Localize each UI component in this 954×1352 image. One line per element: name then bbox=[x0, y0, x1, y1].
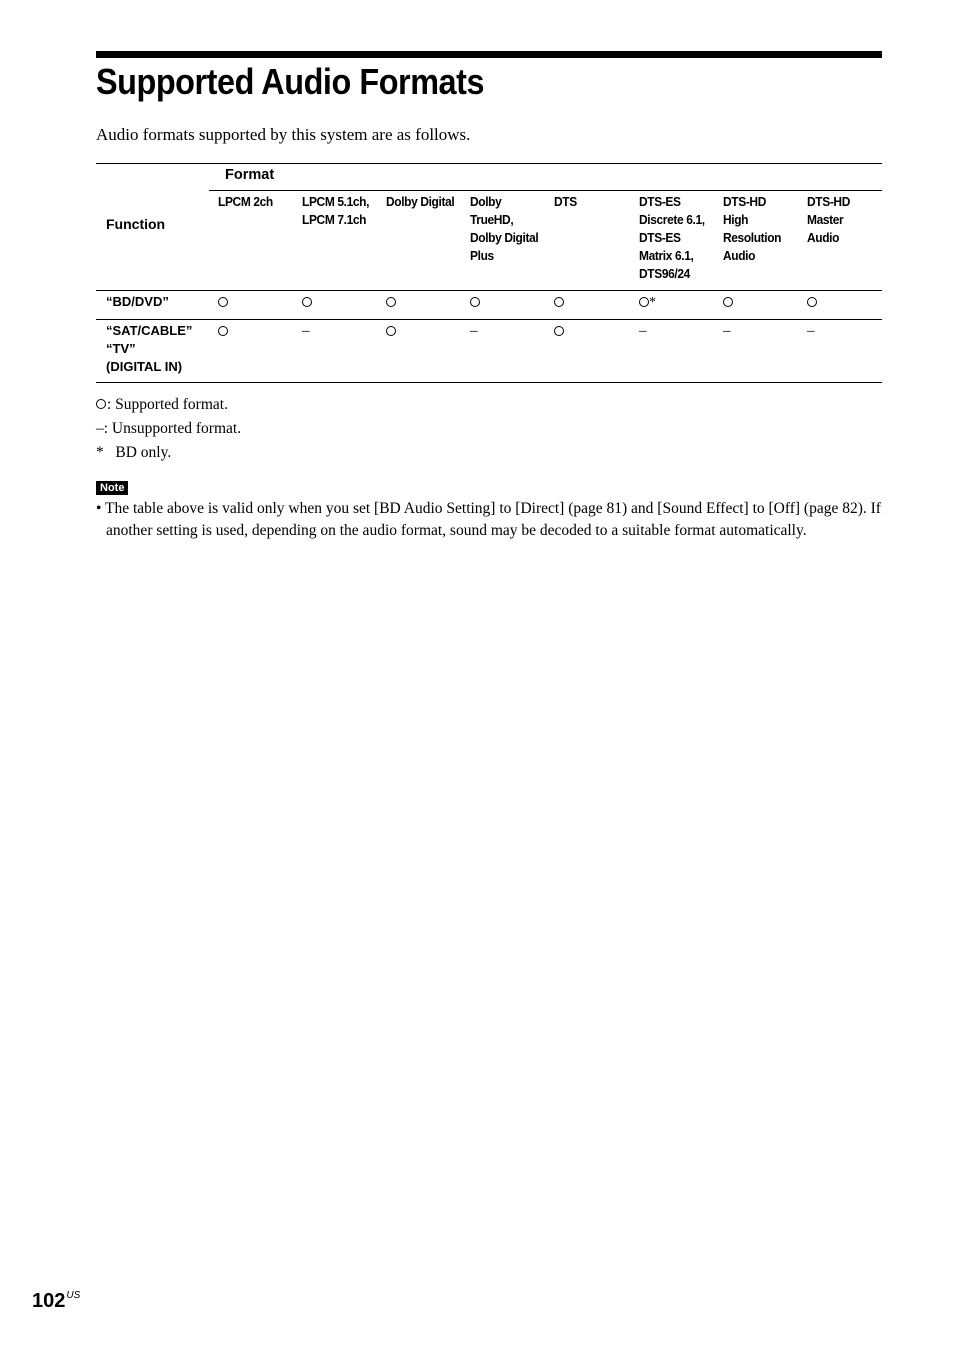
circle-icon bbox=[639, 297, 649, 307]
note-text: • The table above is valid only when you set [BD Audio Setting] to [Direct] (page 81) and [Sound Effect] to [Off] (page 82). If another setting is used, depending on the audio format, sound may be decoded to a suitable format automatically. bbox=[96, 500, 881, 539]
column-header bbox=[639, 193, 716, 283]
unsupported-dash: – bbox=[807, 323, 815, 339]
circle-icon bbox=[302, 297, 312, 307]
column-header-line: DTS-HD bbox=[723, 194, 766, 209]
supported-circle-icon bbox=[386, 293, 396, 311]
supported-circle-icon bbox=[554, 293, 564, 311]
row-function-line: “BD/DVD” bbox=[106, 294, 169, 309]
title-rule bbox=[96, 51, 882, 58]
supported-circle-icon bbox=[386, 322, 396, 340]
column-header-line: Discrete 6.1, bbox=[639, 212, 705, 227]
function-header: Function bbox=[106, 216, 166, 232]
unsupported-dash: – bbox=[302, 323, 310, 339]
column-header-line: Dolby Digital bbox=[470, 230, 539, 245]
column-header bbox=[807, 193, 884, 247]
column-header bbox=[554, 193, 631, 211]
asterisk-mark: * bbox=[649, 295, 656, 310]
page-number-suffix: US bbox=[66, 1290, 81, 1301]
column-header-line: DTS-HD bbox=[807, 194, 850, 209]
column-header-line: TrueHD, bbox=[470, 212, 514, 227]
legend-asterisk: * BD only. bbox=[96, 444, 172, 461]
row-rule bbox=[96, 319, 882, 320]
circle-icon bbox=[218, 297, 228, 307]
row-function-line: “TV” bbox=[106, 341, 136, 356]
supported-circle-icon bbox=[302, 293, 312, 311]
header-rule bbox=[96, 290, 882, 291]
legend-supported bbox=[96, 395, 228, 415]
page-number bbox=[32, 1283, 80, 1314]
format-rule bbox=[209, 190, 882, 191]
column-header bbox=[386, 193, 463, 211]
note-badge: Note bbox=[96, 481, 128, 495]
legend-unsupported: –: Unsupported format. bbox=[96, 420, 242, 437]
column-header bbox=[723, 193, 800, 265]
column-header-line: Plus bbox=[470, 248, 494, 263]
supported-circle-icon bbox=[639, 293, 656, 312]
page-number-value: 102 bbox=[32, 1290, 66, 1312]
unsupported-dash: – bbox=[639, 323, 647, 339]
column-header bbox=[302, 193, 379, 229]
supported-circle-icon bbox=[218, 293, 228, 311]
row-function-label bbox=[106, 322, 192, 376]
supported-circle-icon bbox=[807, 293, 817, 311]
circle-icon bbox=[386, 326, 396, 336]
column-header-line: LPCM 7.1ch bbox=[302, 212, 367, 227]
format-header: Format bbox=[225, 167, 275, 183]
intro-text: Audio formats supported by this system are as follows. bbox=[96, 125, 471, 144]
supported-circle-icon bbox=[218, 322, 228, 340]
supported-circle-icon bbox=[723, 293, 733, 311]
column-header-line: High bbox=[723, 212, 749, 227]
circle-icon bbox=[554, 297, 564, 307]
circle-icon bbox=[218, 326, 228, 336]
column-header-line: LPCM 5.1ch, bbox=[302, 194, 370, 209]
circle-icon bbox=[386, 297, 396, 307]
column-header-line: Dolby bbox=[470, 194, 502, 209]
unsupported-dash: – bbox=[470, 323, 478, 339]
supported-circle-icon bbox=[554, 322, 564, 340]
column-header-line: LPCM 2ch bbox=[218, 194, 273, 209]
circle-icon bbox=[554, 326, 564, 336]
column-header-line: Audio bbox=[723, 248, 756, 263]
circle-icon bbox=[807, 297, 817, 307]
table-bottom-rule bbox=[96, 382, 882, 383]
column-header-line: Audio bbox=[807, 230, 840, 245]
unsupported-dash: – bbox=[723, 323, 731, 339]
column-header-line: DTS96/24 bbox=[639, 266, 690, 281]
page-title: Supported Audio Formats bbox=[96, 61, 485, 102]
column-header bbox=[218, 193, 295, 211]
column-header-line: Resolution bbox=[723, 230, 782, 245]
row-function-line: “SAT/CABLE” bbox=[106, 323, 193, 338]
column-header-line: DTS-ES bbox=[639, 230, 681, 245]
column-header-line: Master bbox=[807, 212, 844, 227]
circle-icon bbox=[96, 399, 106, 409]
circle-icon bbox=[723, 297, 733, 307]
table-top-rule bbox=[96, 163, 882, 164]
row-function-label bbox=[106, 293, 169, 311]
row-function-line: (DIGITAL IN) bbox=[106, 359, 183, 374]
legend-supported-text: : Supported format. bbox=[107, 396, 228, 413]
column-header-line: Matrix 6.1, bbox=[639, 248, 694, 263]
circle-icon bbox=[470, 297, 480, 307]
column-header-line: Dolby Digital bbox=[386, 194, 455, 209]
supported-circle-icon bbox=[470, 293, 480, 311]
column-header-line: DTS bbox=[554, 194, 577, 209]
column-header-line: DTS-ES bbox=[639, 194, 681, 209]
column-header bbox=[470, 193, 547, 265]
